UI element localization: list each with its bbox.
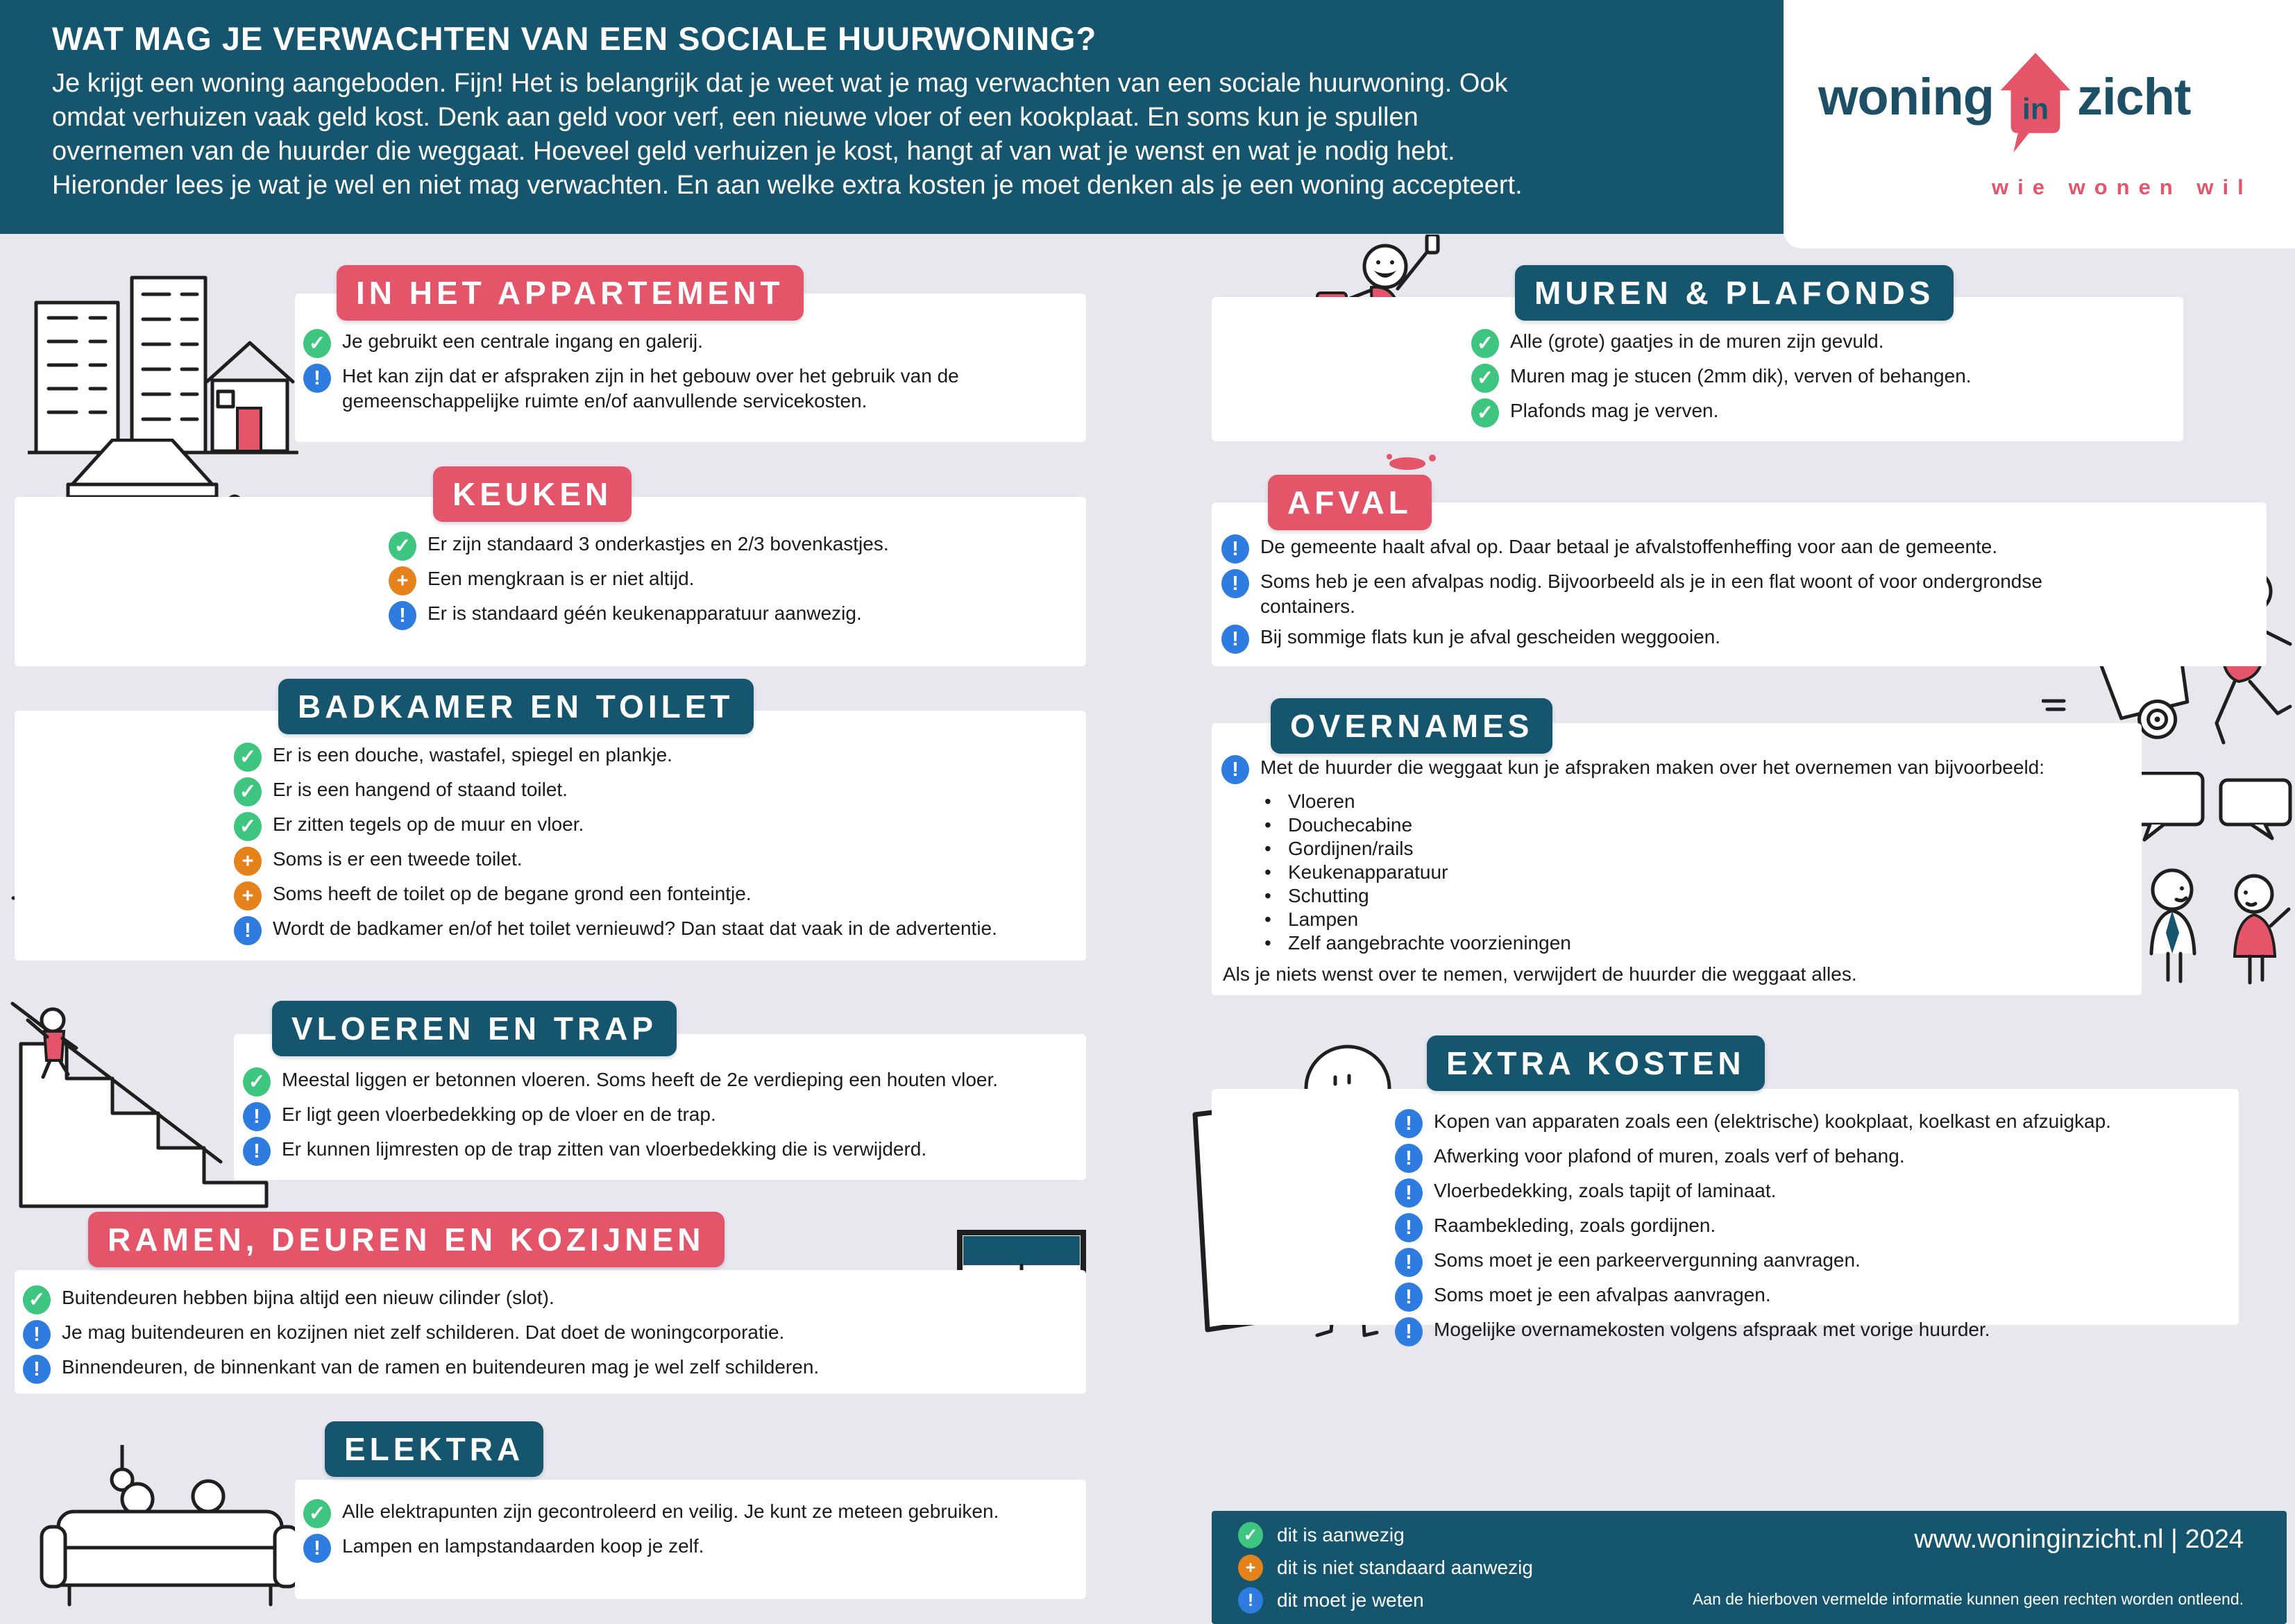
section-items	[1395, 1109, 2228, 1352]
info-icon: !	[1395, 1248, 1423, 1277]
info-icon: !	[389, 601, 416, 630]
info-icon: !	[1395, 1317, 1423, 1346]
item-text: Het kan zijn dat er afspraken zijn in het gebouw over het gebruik van de gemeenschappelijke ruimte en/of aanvullende servicekosten.	[342, 365, 959, 412]
item-text: Raambekleding, zoals gordijnen.	[1434, 1215, 1716, 1236]
legend-label: dit moet je weten	[1277, 1589, 1424, 1611]
info-icon: !	[303, 1534, 331, 1563]
item-row	[1395, 1317, 2228, 1346]
item-text: Met de huurder die weggaat kun je afspraken maken over het overnemen van bijvoorbeeld:	[1260, 756, 2045, 778]
legend-item	[1238, 1555, 1533, 1581]
item-text: Er ligt geen vloerbedekking op de vloer en de trap.	[282, 1103, 716, 1125]
item-row	[303, 1534, 1072, 1563]
stairs-climb-illustration	[8, 998, 269, 1210]
bullet-list	[1221, 790, 2127, 955]
info-icon: !	[1395, 1178, 1423, 1208]
item-text: Vloerbedekking, zoals tapijt of laminaat.	[1434, 1180, 1777, 1201]
item-row	[234, 812, 1070, 841]
item-row	[389, 566, 1072, 595]
item-row	[1221, 625, 2117, 654]
section-items	[303, 1499, 1072, 1568]
item-row	[1221, 755, 2127, 784]
logo	[1818, 44, 2191, 149]
check-icon: ✓	[1471, 398, 1499, 428]
section-items	[389, 532, 1072, 636]
item-text: Een mengkraan is er niet altijd.	[427, 568, 695, 589]
check-icon: ✓	[303, 329, 331, 358]
item-text: Je mag buitendeuren en kozijnen niet zelf schilderen. Dat doet de woningcorporatie.	[62, 1321, 785, 1343]
item-row	[243, 1102, 1074, 1131]
logo-tagline: wie wonen wil	[1992, 175, 2253, 199]
intro-line: Hieronder lees je wat je wel en niet mag verwachten. En aan welke extra kosten je moet denken als je een woning accepteert.	[52, 171, 1523, 200]
intro-line: Je krijgt een woning aangeboden. Fijn! Het is belangrijk dat je weet wat je mag verwachten van een sociale huurwoning. Ook	[52, 69, 1508, 98]
svg-text:in: in	[2022, 92, 2049, 126]
item-row	[1395, 1144, 2228, 1173]
section-title-badge: VLOEREN EN TRAP	[272, 1001, 677, 1056]
logo-box	[1784, 0, 2295, 248]
negotiation-chat-illustration	[2128, 772, 2294, 990]
bullet-item: • Gordijnen/rails	[1221, 837, 2127, 861]
item-row	[303, 364, 1072, 414]
item-row	[1395, 1213, 2228, 1242]
item-row	[303, 1499, 1072, 1528]
check-icon: ✓	[243, 1067, 271, 1097]
bullet-item: • Douchecabine	[1221, 813, 2127, 837]
section-title-badge: ELEKTRA	[325, 1421, 543, 1477]
plus-icon: +	[389, 566, 416, 595]
item-row	[1471, 364, 2165, 393]
info-icon: !	[1221, 569, 1249, 598]
item-row	[1395, 1178, 2228, 1208]
item-row	[243, 1137, 1074, 1166]
item-text: Kopen van apparaten zoals een (elektrische) kookplaat, koelkast en afzuigkap.	[1434, 1110, 2111, 1132]
item-row	[23, 1285, 946, 1314]
disclaimer-text: Aan de hierboven vermelde informatie kunnen geen rechten worden ontleend.	[1692, 1590, 2244, 1608]
legend-item	[1238, 1522, 1533, 1548]
check-icon: ✓	[1471, 364, 1499, 393]
item-row	[1395, 1109, 2228, 1138]
info-icon: !	[1395, 1144, 1423, 1173]
item-text: Soms is er een tweede toilet.	[273, 848, 523, 870]
section-items	[1221, 534, 2117, 659]
item-text: Er zitten tegels op de muur en vloer.	[273, 813, 584, 835]
item-text: Mogelijke overnamekosten volgens afspraak met vorige huurder.	[1434, 1319, 1990, 1340]
intro-text	[52, 67, 1523, 203]
sofa-couple-illustration	[33, 1445, 307, 1620]
info-icon: !	[303, 364, 331, 393]
legend-label: dit is niet standaard aanwezig	[1277, 1557, 1533, 1578]
item-row	[23, 1320, 946, 1349]
item-text: Afwerking voor plafond of muren, zoals verf of behang.	[1434, 1145, 1905, 1167]
item-row	[389, 601, 1072, 630]
info-icon: !	[1221, 534, 1249, 564]
check-icon: ✓	[1238, 1522, 1263, 1548]
item-text: Er kunnen lijmresten op de trap zitten van vloerbedekking die is verwijderd.	[282, 1138, 927, 1160]
buildings-illustration	[28, 269, 298, 458]
intro-line: overnemen van de huurder die weggaat. Hoeveel geld verhuizen je kost, hangt af van wat je wenst en wat je nodig hebt.	[52, 137, 1455, 166]
item-text: De gemeente haalt afval op. Daar betaal je afvalstoffenheffing voor aan de gemeente.	[1260, 536, 1998, 557]
item-row	[234, 916, 1070, 945]
info-icon: !	[1221, 755, 1249, 784]
website-link[interactable]: www.woninginzicht.nl | 2024	[1914, 1525, 2244, 1554]
item-text: Alle elektrapunten zijn gecontroleerd en veilig. Je kunt ze meteen gebruiken.	[342, 1500, 999, 1522]
page-title: WAT MAG JE VERWACHTEN VAN EEN SOCIALE HUURWONING?	[52, 20, 1097, 57]
section-title-badge: KEUKEN	[433, 466, 632, 522]
check-icon: ✓	[234, 812, 262, 841]
legend-box	[1212, 1511, 2287, 1624]
item-text: Soms heb je een afvalpas nodig. Bijvoorbeeld als je in een flat woont of voor ondergrondse containers.	[1260, 570, 2042, 617]
info-icon: !	[243, 1102, 271, 1131]
section-items	[234, 743, 1070, 951]
bullet-item: • Zelf aangebrachte voorzieningen	[1221, 931, 2127, 955]
item-row	[234, 743, 1070, 772]
item-text: Er is een douche, wastafel, spiegel en plankje.	[273, 744, 672, 766]
check-icon: ✓	[23, 1285, 51, 1314]
section-items	[23, 1285, 946, 1389]
info-icon: !	[1221, 625, 1249, 654]
item-text: Binnendeuren, de binnenkant van de ramen en buitendeuren mag je wel zelf schilderen.	[62, 1356, 820, 1378]
plus-icon: +	[234, 881, 262, 911]
item-text: Er is standaard géén keukenapparatuur aanwezig.	[427, 602, 862, 624]
info-icon: !	[1238, 1587, 1263, 1614]
item-text: Lampen en lampstandaarden koop je zelf.	[342, 1535, 704, 1557]
bullet-item: • Schutting	[1221, 884, 2127, 908]
item-text: Alle (grote) gaatjes in de muren zijn gevuld.	[1510, 330, 1884, 352]
item-text: Er zijn standaard 3 onderkastjes en 2/3 bovenkastjes.	[427, 533, 889, 555]
item-row	[234, 847, 1070, 876]
item-text: Soms moet je een afvalpas aanvragen.	[1434, 1284, 1771, 1305]
section-outro: Als je niets wenst over te nemen, verwijdert de huurder die weggaat alles.	[1223, 963, 1857, 985]
item-text: Wordt de badkamer en/of het toilet vernieuwd? Dan staat dat vaak in de advertentie.	[273, 917, 997, 939]
intro-line: omdat verhuizen vaak geld kost. Denk aan geld voor verf, een nieuwe vloer of een kookplaat. En soms kun je spullen	[52, 103, 1419, 132]
bullet-item: • Keukenapparatuur	[1221, 861, 2127, 884]
info-icon: !	[243, 1137, 271, 1166]
section-items	[303, 329, 1072, 419]
check-icon: ✓	[234, 743, 262, 772]
item-text: Bij sommige flats kun je afval gescheiden weggooien.	[1260, 626, 1721, 648]
info-icon: !	[23, 1320, 51, 1349]
item-text: Je gebruikt een centrale ingang en galerij.	[342, 330, 703, 352]
item-row	[234, 881, 1070, 911]
header-band	[0, 0, 1784, 234]
section-title-badge: OVERNAMES	[1271, 698, 1552, 754]
section-title-badge: MUREN & PLAFONDS	[1515, 265, 1954, 321]
section-items	[243, 1067, 1074, 1172]
info-icon: !	[23, 1355, 51, 1384]
plus-icon: +	[234, 847, 262, 876]
item-row	[303, 329, 1072, 358]
item-text: Buitendeuren hebben bijna altijd een nieuw cilinder (slot).	[62, 1287, 554, 1308]
item-row	[243, 1067, 1074, 1097]
bullet-item: • Vloeren	[1221, 790, 2127, 813]
legend-label: dit is aanwezig	[1277, 1524, 1405, 1546]
house-pin-icon	[1997, 50, 2074, 154]
section-title-badge: RAMEN, DEUREN EN KOZIJNEN	[88, 1212, 725, 1267]
item-text: Soms moet je een parkeervergunning aanvragen.	[1434, 1249, 1861, 1271]
section-title-badge: AFVAL	[1268, 475, 1432, 530]
section-items	[1221, 755, 2127, 987]
item-row	[1221, 534, 2117, 564]
check-icon: ✓	[1471, 329, 1499, 358]
legend-rows	[1238, 1522, 1533, 1614]
item-row	[23, 1355, 946, 1384]
section-items	[1471, 329, 2165, 433]
check-icon: ✓	[303, 1499, 331, 1528]
item-text: Muren mag je stucen (2mm dik), verven of behangen.	[1510, 365, 1972, 387]
item-text: Plafonds mag je verven.	[1510, 400, 1719, 421]
item-row	[1221, 569, 2117, 619]
item-row	[1471, 398, 2165, 428]
check-icon: ✓	[389, 532, 416, 561]
info-icon: !	[1395, 1213, 1423, 1242]
item-row	[1395, 1248, 2228, 1277]
logo-word-woning: woning	[1818, 67, 1994, 126]
item-row	[389, 532, 1072, 561]
logo-word-zicht: zicht	[2076, 67, 2191, 126]
item-text: Meestal liggen er betonnen vloeren. Soms heeft de 2e verdieping een houten vloer.	[282, 1069, 999, 1090]
item-row	[234, 777, 1070, 806]
plus-icon: +	[1238, 1555, 1263, 1581]
check-icon: ✓	[234, 777, 262, 806]
info-icon: !	[1395, 1283, 1423, 1312]
legend-item	[1238, 1587, 1533, 1614]
item-text: Soms heeft de toilet op de begane grond een fonteintje.	[273, 883, 752, 904]
section-title-badge: EXTRA KOSTEN	[1427, 1035, 1765, 1091]
section-title-badge: IN HET APPARTEMENT	[337, 265, 804, 321]
item-row	[1395, 1283, 2228, 1312]
bullet-item: • Lampen	[1221, 908, 2127, 931]
item-row	[1471, 329, 2165, 358]
section-title-badge: BADKAMER EN TOILET	[278, 679, 754, 734]
info-icon: !	[1395, 1109, 1423, 1138]
info-icon: !	[234, 916, 262, 945]
item-text: Er is een hangend of staand toilet.	[273, 779, 568, 800]
